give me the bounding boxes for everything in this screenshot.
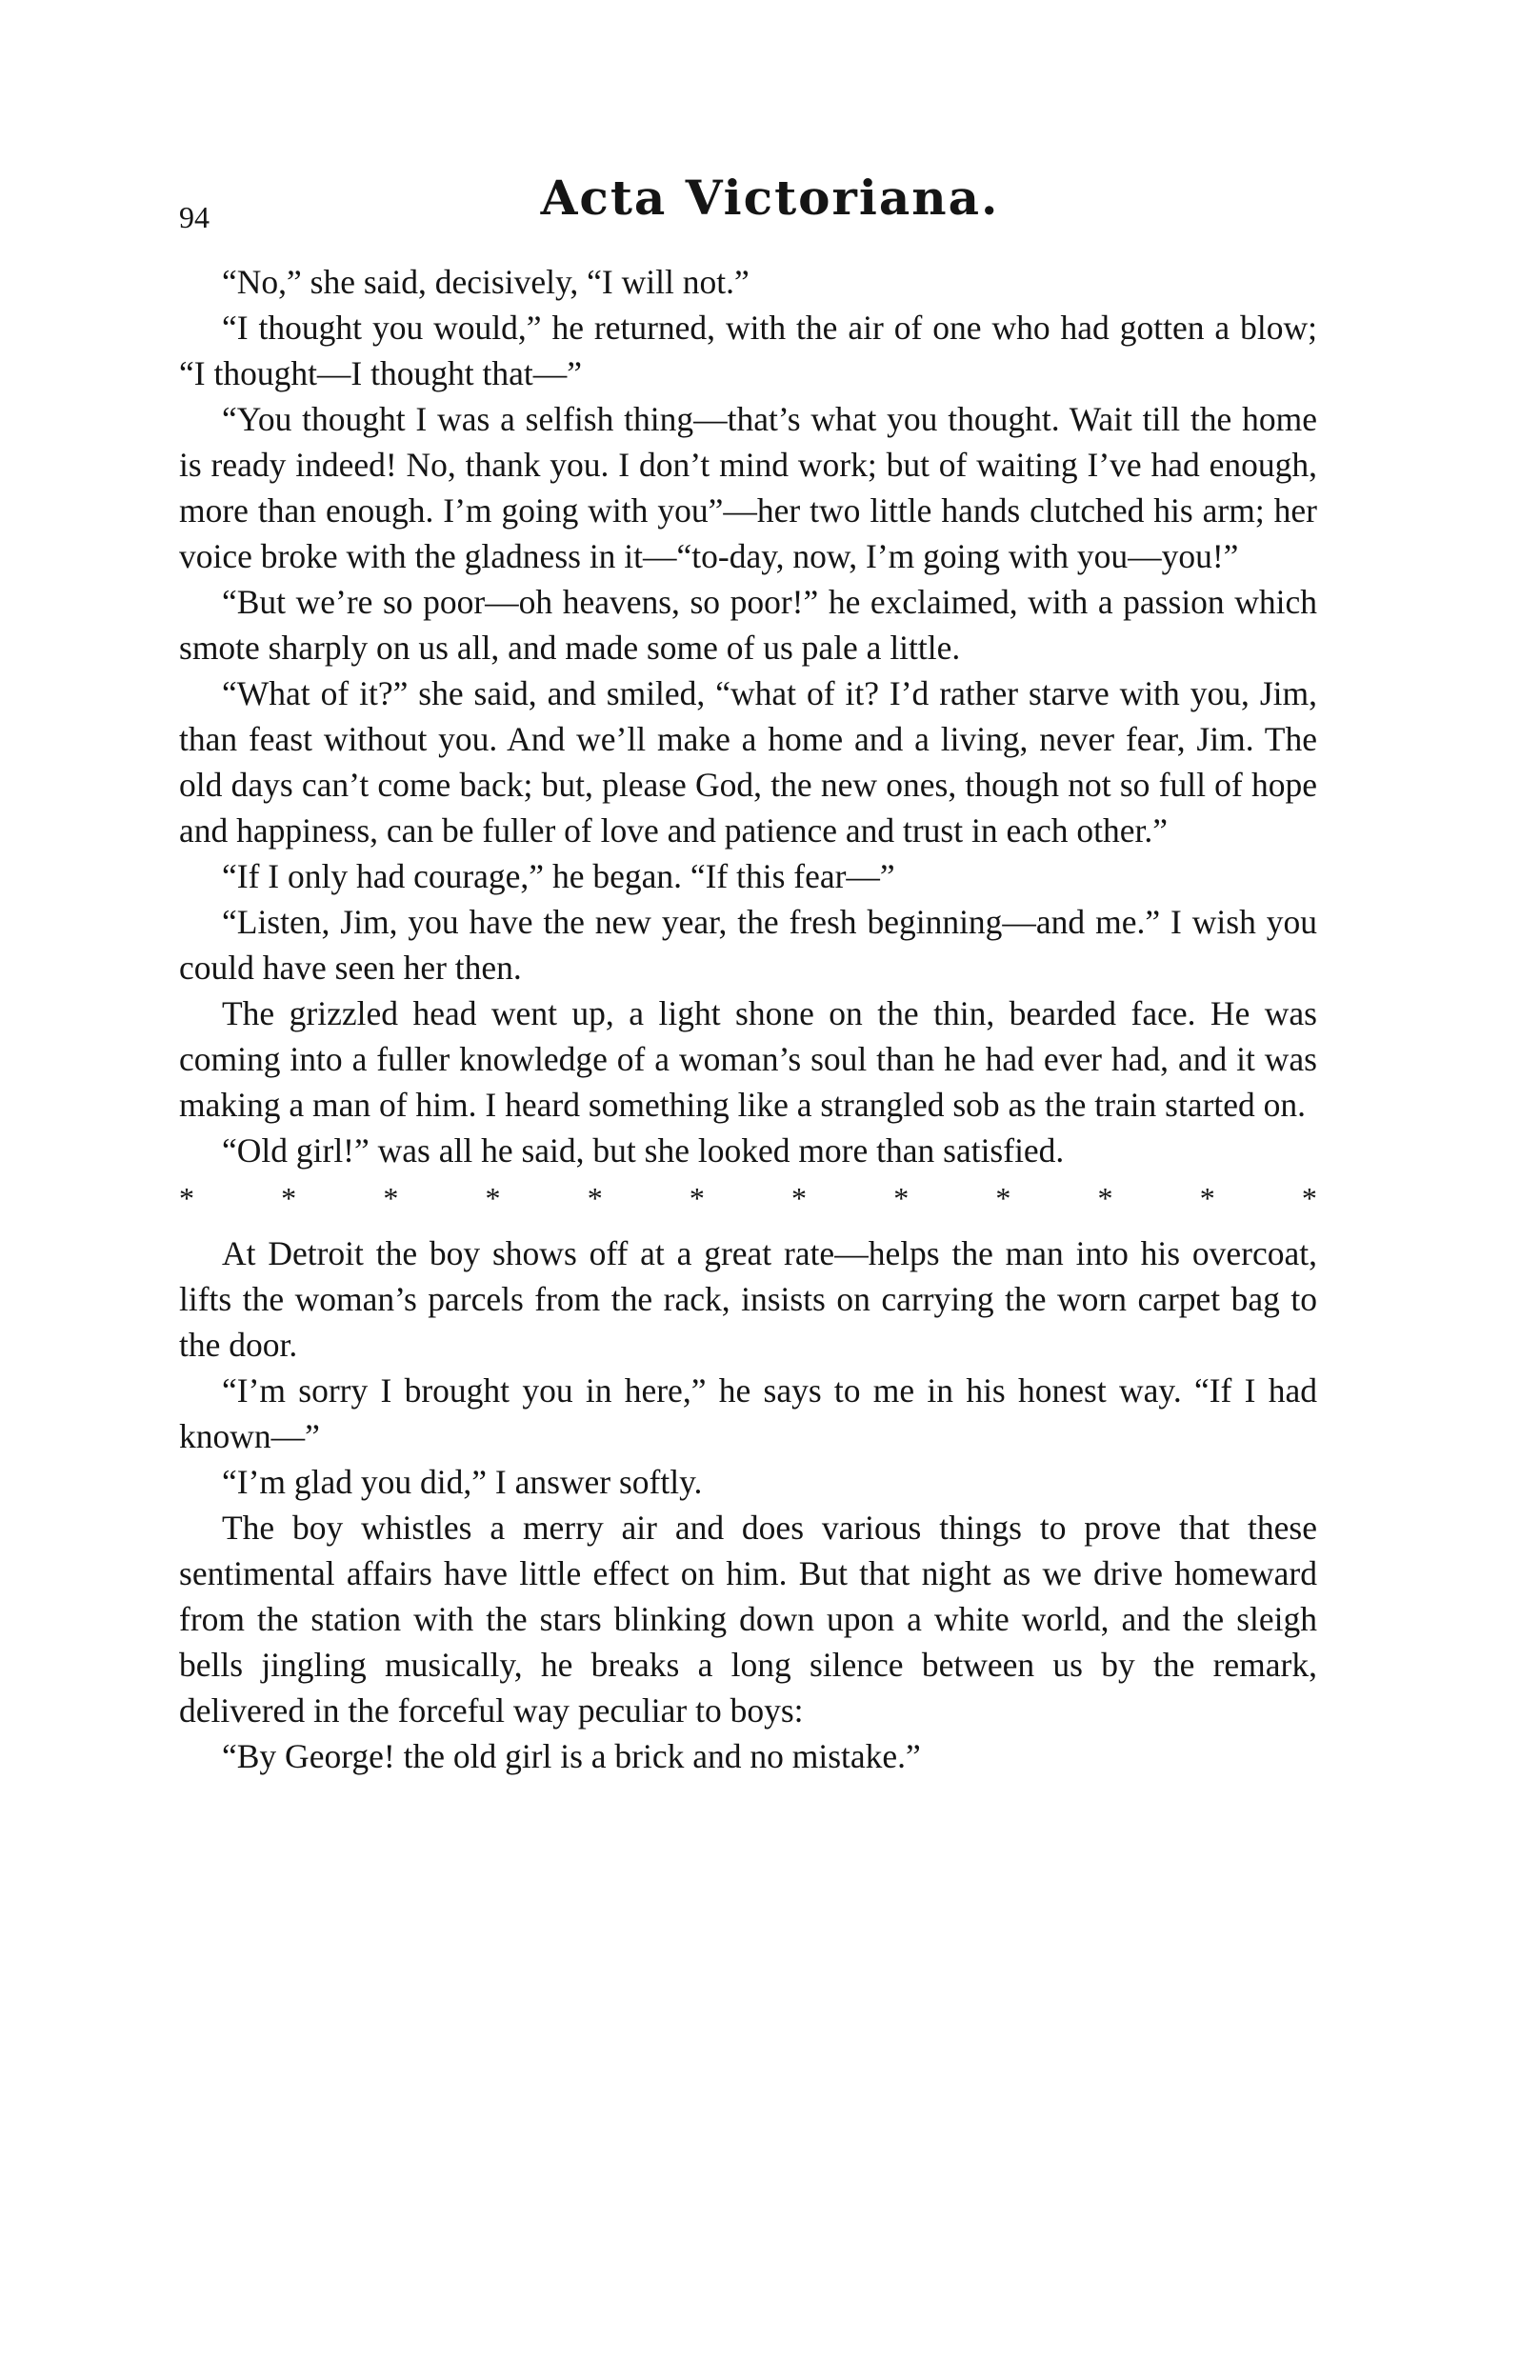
separator-star: * (1199, 1181, 1215, 1215)
separator-star: * (485, 1181, 501, 1215)
paragraph: “I thought you would,” he returned, with the air of one who had gotten a blow; “I thought—I thought that—” (179, 309, 1317, 392)
separator-star: * (689, 1181, 705, 1215)
paragraph: “Old girl!” was all he said, but she looked more than satisfied. (222, 1131, 1065, 1170)
separator-star: * (383, 1181, 399, 1215)
paragraph: The boy whistles a merry air and does various things to prove that these sentimental affairs have little effect on him. But that night as we drive homeward from the station with the stars blinking down upon a white world, and the sleigh bells jingling musically, he breaks a long silence between us by the remark, delivered in the forceful way peculiar to boys: (179, 1509, 1317, 1730)
paragraph: “Listen, Jim, you have the new year, the fresh beginning—and me.” I wish you could have seen her then. (179, 903, 1317, 987)
separator-star: * (281, 1181, 297, 1215)
body-text (179, 259, 1317, 1779)
paragraph: “By George! the old girl is a brick and no mistake.” (222, 1737, 921, 1775)
page-number: 94 (179, 200, 210, 234)
paragraph: “But we’re so poor—oh heavens, so poor!” he exclaimed, with a passion which smote sharply on us all, and made some of us pale a little. (179, 583, 1317, 667)
paragraph: The grizzled head went up, a light shone on the thin, bearded face. He was coming into a fuller knowledge of a woman’s soul than he had ever had, and it was making a man of him. I heard something like a strangled sob as the train started on. (179, 994, 1317, 1124)
separator-star: * (587, 1181, 603, 1215)
separator-star: * (893, 1181, 910, 1215)
section-separator (179, 1179, 1317, 1217)
separator-star: * (179, 1181, 194, 1215)
separator-star: * (791, 1181, 808, 1215)
running-title: Acta Victoriana. (540, 170, 1000, 226)
separator-star: * (1097, 1181, 1113, 1215)
paragraph: “No,” she said, decisively, “I will not.” (222, 263, 750, 301)
separator-star: * (1301, 1181, 1317, 1215)
paragraph: At Detroit the boy shows off at a great rate—helps the man into his overcoat, lifts the woman’s parcels from the rack, insists on carrying the worn carpet bag to the door. (179, 1234, 1317, 1364)
paragraph: “I’m sorry I brought you in here,” he says to me in his honest way. “If I had known—” (179, 1371, 1317, 1455)
paragraph: “What of it?” she said, and smiled, “what of it? I’d rather starve with you, Jim, than feast without you. And we’ll make a home and a living, never fear, Jim. The old days can’t come back; but, please God, the new ones, though not so full of hope and happiness, can be fuller of love and patience and trust in each other.” (179, 674, 1317, 850)
paragraph: “You thought I was a selfish thing—that’s what you thought. Wait till the home is ready indeed! No, thank you. I don’t mind work; but of waiting I’ve had enough, more than enough. I’m going with you”—her two little hands clutched his arm; her voice broke with the gladness in it—“to-day, now, I’m going with you—you!” (179, 400, 1317, 575)
paragraph: “If I only had courage,” he began. “If this fear—” (222, 857, 895, 895)
separator-star: * (995, 1181, 1011, 1215)
paragraph: “I’m glad you did,” I answer softly. (222, 1463, 703, 1501)
